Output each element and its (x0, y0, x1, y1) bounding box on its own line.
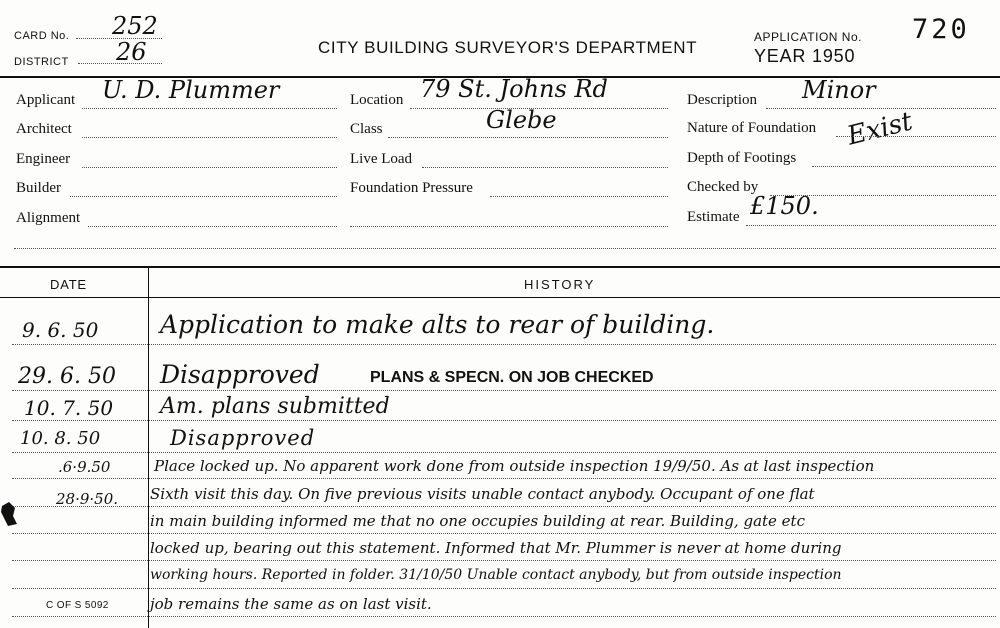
nature-foundation-value: Exist (844, 106, 916, 152)
foundation-pressure-dots (490, 196, 668, 197)
note-line-1: Place locked up. No apparent work done from outside inspection 19/9/50. As at last inspection (154, 457, 875, 475)
blank-dots (350, 226, 668, 227)
estimate-value: £150. (750, 192, 819, 220)
nature-foundation-label: Nature of Foundation (687, 120, 817, 136)
engineer-label: Engineer (16, 151, 71, 167)
architect-label: Architect (16, 121, 72, 137)
year-label: YEAR 1950 (754, 46, 856, 66)
district-label: DISTRICT (14, 56, 69, 68)
note-4-dots (12, 560, 996, 561)
class-value: Glebe (486, 106, 557, 134)
row-3-dots (12, 420, 996, 421)
description-value: Minor (802, 76, 876, 104)
applicant-label: Applicant (16, 92, 76, 108)
grid-bottom-dots (14, 248, 996, 249)
builder-label: Builder (16, 180, 61, 196)
row-2-history: Disapproved (160, 360, 320, 389)
estimate-dots (746, 225, 996, 226)
alignment-label: Alignment (16, 210, 81, 226)
history-column-header: HISTORY (524, 277, 596, 292)
nature-foundation-dots (836, 136, 996, 137)
note-3-dots (12, 533, 996, 534)
location-value: 79 St. Johns Rd (420, 75, 608, 103)
table-header-rule (0, 297, 1000, 298)
depth-footings-label: Depth of Footings (687, 150, 797, 166)
row-4-date: 10. 8. 50 (20, 428, 101, 449)
form-code: C OF S 5092 (46, 600, 109, 611)
table-top-rule (0, 266, 1000, 268)
description-dots (766, 108, 996, 109)
department-title: CITY BUILDING SURVEYOR'S DEPARTMENT (318, 38, 698, 57)
applicant-dots (82, 108, 337, 109)
note-line-6: job remains the same as on last visit. (150, 595, 432, 613)
class-dots (388, 137, 668, 138)
district-value: 26 (116, 38, 147, 66)
date-column-header: DATE (50, 277, 87, 292)
note-line-4: locked up, bearing out this statement. Informed that Mr. Plummer is never at home during (150, 539, 842, 557)
foundation-pressure-label: Foundation Pressure (350, 180, 473, 196)
description-label: Description (687, 92, 757, 108)
alignment-dots (88, 226, 337, 227)
engineer-dots (82, 167, 337, 168)
live-load-label: Live Load (350, 151, 413, 167)
note-5-dots (12, 588, 996, 589)
row-3-history: Am. plans submitted (160, 394, 390, 419)
row-3-date: 10. 7. 50 (24, 396, 114, 420)
row-2-stamp: PLANS & SPECN. ON JOB CHECKED (370, 369, 654, 386)
builder-dots (70, 196, 337, 197)
row-4-dots (12, 452, 996, 453)
note-1-dots (12, 478, 996, 479)
entry-2-date: 28·9·50. (56, 490, 119, 508)
live-load-dots (422, 167, 668, 168)
row-1-dots (12, 344, 996, 345)
application-no-value: 720 (912, 14, 970, 45)
row-4-history: Disapproved (170, 426, 316, 450)
row-1-date: 9. 6. 50 (22, 318, 99, 342)
entry-1-date: .6·9.50 (58, 458, 111, 476)
row-1-history: Application to make alts to rear of building. (160, 310, 715, 339)
note-2-dots (12, 506, 996, 507)
estimate-label: Estimate (687, 209, 740, 225)
note-line-3: in main building informed me that no one occupies building at rear. Building, gate etc (150, 512, 805, 530)
checked-by-label: Checked by (687, 179, 759, 195)
row-2-dots (12, 390, 996, 391)
note-6-dots (12, 616, 996, 617)
row-2-date: 29. 6. 50 (18, 364, 116, 389)
column-divider (148, 266, 149, 628)
depth-footings-dots (812, 166, 996, 167)
class-label: Class (350, 121, 383, 137)
note-line-5: working hours. Reported in folder. 31/10/50 Unable contact anybody, but from outside inspection (150, 567, 842, 583)
district-underline (78, 63, 162, 64)
applicant-value: U. D. Plummer (102, 76, 280, 104)
card-no-label: CARD No. (14, 30, 70, 42)
card-no-value: 252 (112, 12, 158, 40)
location-label: Location (350, 92, 404, 108)
ink-blot-mark (0, 498, 20, 530)
note-line-2: Sixth visit this day. On five previous visits unable contact anybody. Occupant of one flat (150, 485, 815, 503)
architect-dots (82, 137, 337, 138)
application-no-label: APPLICATION No. (754, 30, 862, 44)
